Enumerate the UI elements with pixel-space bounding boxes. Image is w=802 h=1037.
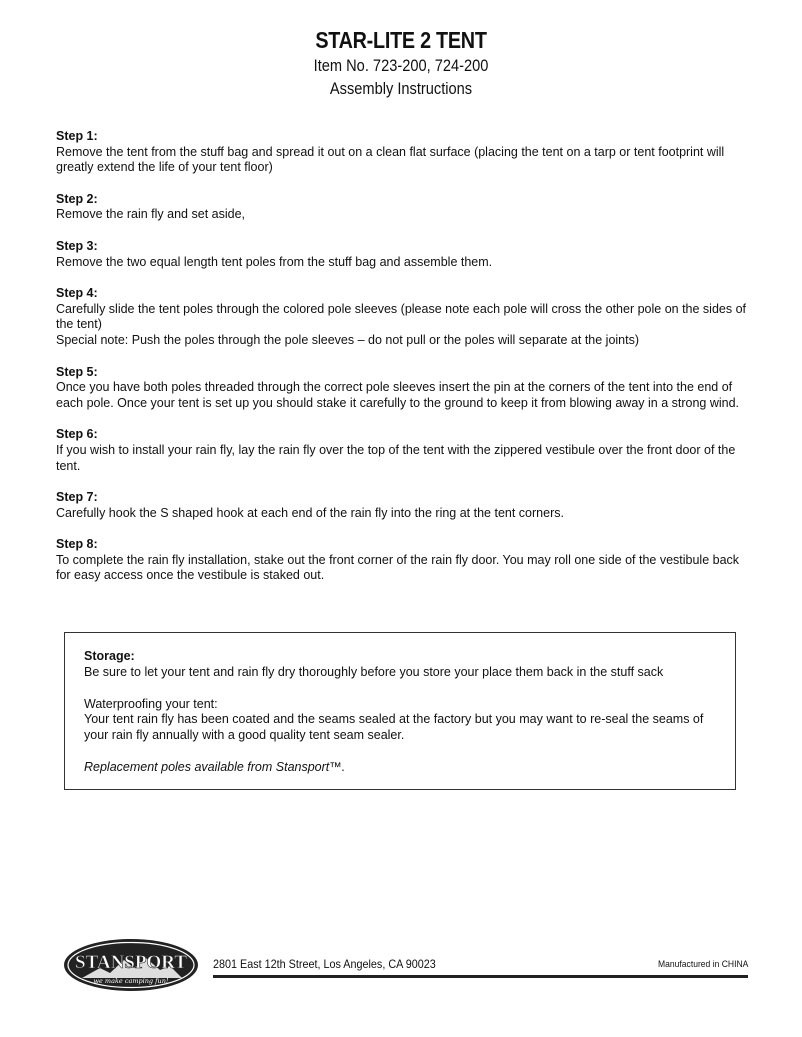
document-title: STAR-LITE 2 TENT [315,27,487,53]
step-label: Step 4: [56,286,98,301]
document-header [0,26,802,100]
step-4 [56,286,756,348]
step-text: Remove the tent from the stuff bag and spread it out on a clean flat surface (placing the tent on a tarp or tent footprint will greatly extend the life of your tent floor) [56,144,725,175]
step-label: Step 1: [56,129,98,143]
steps-list [56,129,756,600]
storage-box [64,632,736,790]
logo-text: STANSPORT [75,952,187,973]
step-text: If you wish to install your rain fly, lay the rain fly over the top of the tent with the zippered vestibule over the front door of the tent. [56,442,736,473]
manufactured-in: Manufactured in CHINA [657,959,748,970]
step-special-note: Special note: Push the poles through the pole sleeves – do not pull or the poles will separate at the joints) [56,332,640,347]
stansport-logo [62,938,200,992]
step-text: To complete the rain fly installation, stake out the front corner of the rain fly door. You may roll one side of the vestibule back for easy access once the vestibule is staked out. [56,552,740,583]
replacement-note: Replacement poles available from Stansport™. [84,759,346,774]
document-subtitle: Assembly Instructions [329,79,473,98]
step-7 [56,490,756,521]
footer-divider [213,975,748,978]
step-label: Step 3: [56,238,98,253]
step-label: Step 7: [56,490,98,505]
step-3 [56,239,756,270]
logo-tagline: we make camping fun! [93,977,169,985]
waterproofing-section [84,697,717,744]
step-text: Remove the rain fly and set aside, [56,207,245,222]
waterproofing-text: Your tent rain fly has been coated and the seams sealed at the factory but you may want to re-seal the seams of your rain fly annually with a good quality tent seam sealer. [84,712,704,743]
storage-text: Be sure to let your tent and rain fly dry thoroughly before you store your place them back in the stuff sack [84,664,664,679]
item-numbers: Item No. 723-200, 724-200 [313,56,489,75]
company-address: 2801 East 12th Street, Los Angeles, CA 90023 [213,957,436,971]
step-5 [56,365,756,412]
step-label: Step 6: [56,427,98,442]
step-1 [56,129,756,176]
storage-heading: Storage: [84,649,135,663]
step-text: Carefully slide the tent poles through the colored pole sleeves (please note each pole will cross the other pole on the sides of the tent) [56,301,747,332]
step-2 [56,192,756,223]
step-text: Once you have both poles threaded through the correct pole sleeves insert the pin at the corners of the tent into the end of each pole. Once your tent is set up you should stake it carefully to the ground to keep it from blowing away in a strong wind. [56,380,740,410]
step-8 [56,537,756,584]
step-6 [56,427,756,474]
footer [62,938,752,992]
step-text: Remove the two equal length tent poles from the stuff bag and assemble them. [56,254,493,269]
step-label: Step 2: [56,191,98,206]
waterproofing-heading: Waterproofing your tent: [84,696,218,711]
step-label: Step 5: [56,364,98,379]
step-label: Step 8: [56,537,98,552]
step-text: Carefully hook the S shaped hook at each end of the rain fly into the ring at the tent corners. [56,505,564,520]
storage-section [84,649,717,681]
